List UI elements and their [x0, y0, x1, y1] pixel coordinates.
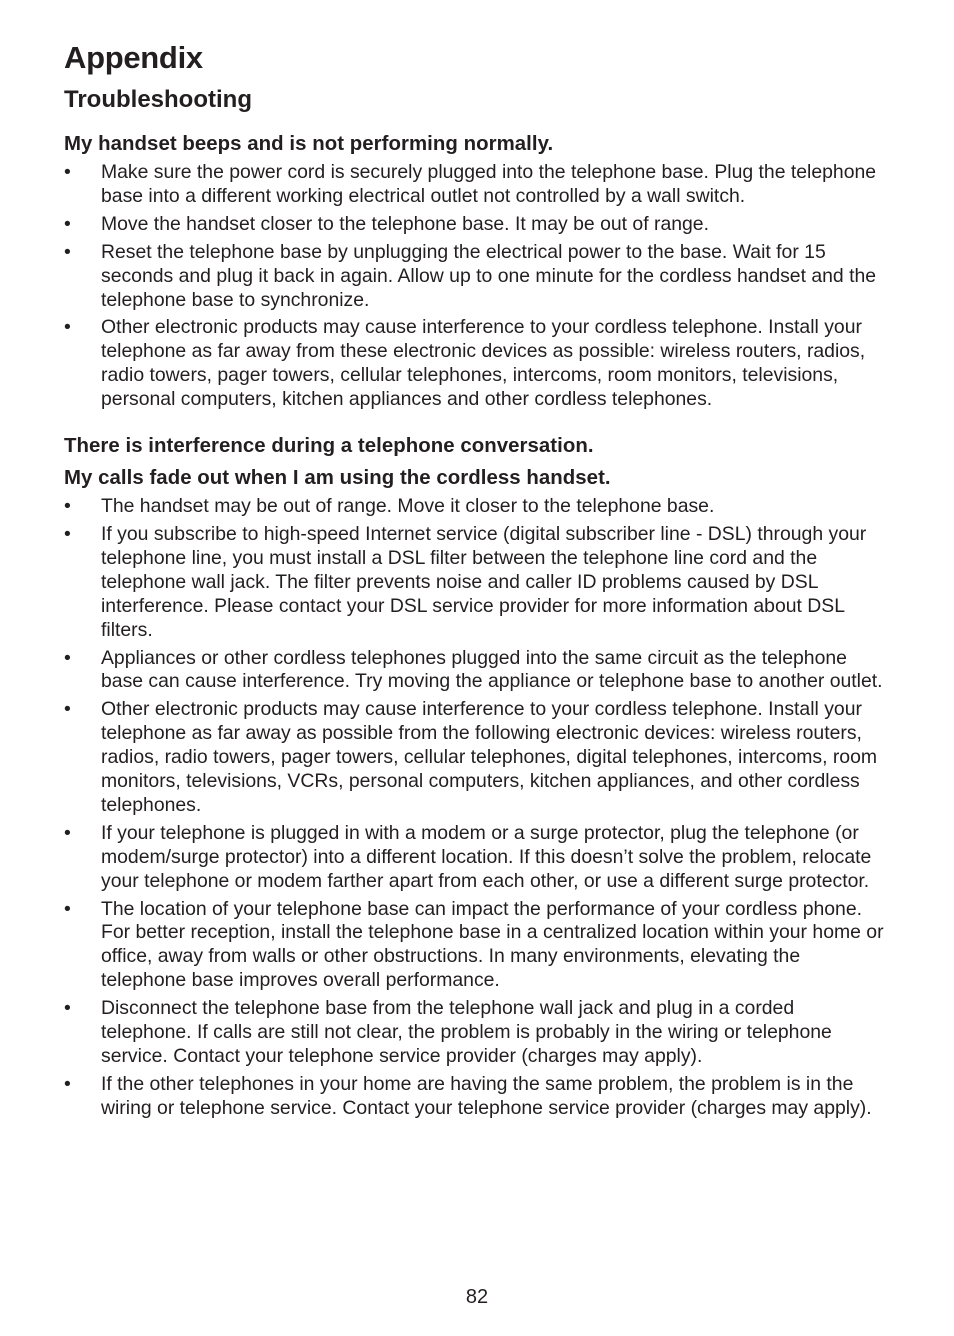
list-item-text: Make sure the power cord is securely plugged into the telephone base. Plug the telephone base into a different working electrical outlet not controlled by a wall switch.: [101, 161, 877, 207]
issue-group: [64, 128, 890, 412]
list-item-text: If you subscribe to high-speed Internet service (digital subscriber line - DSL) through your telephone line, you must install a DSL filter between the telephone line cord and the telephone wall jack. The filter prevents noise and caller ID problems caused by DSL interference. Please contact your DSL service provider for more information about DSL filters.: [101, 522, 867, 641]
issue-heading: My calls fade out when I am using the cordless handset.: [64, 467, 611, 490]
bullet-icon: •: [64, 522, 71, 545]
solution-list: [64, 161, 890, 412]
issue-group: [64, 430, 890, 1121]
page-title: Appendix: [64, 40, 203, 75]
list-item-text: If your telephone is plugged in with a modem or a surge protector, plug the telephone (or modem/surge protector) into a different location. If this doesn’t solve the problem, relocate your telephone or modem farther apart from each other, or use a different surge protector.: [101, 821, 872, 892]
bullet-icon: •: [64, 1072, 71, 1095]
list-item: [64, 898, 890, 994]
bullet-icon: •: [64, 316, 71, 339]
bullet-icon: •: [64, 646, 71, 669]
issue-heading: My handset beeps and is not performing normally.: [64, 133, 554, 155]
solution-list: [64, 495, 890, 1121]
bullet-icon: •: [64, 821, 71, 844]
bullet-icon: •: [64, 161, 71, 183]
troubleshooting-content: [64, 128, 890, 1125]
issue-heading: There is interference during a telephone conversation.: [64, 435, 594, 458]
list-item: [64, 822, 890, 894]
list-item: [64, 523, 890, 643]
list-item: [64, 647, 890, 695]
list-item-text: If the other telephones in your home are having the same problem, the problem is in the wiring or telephone service. Contact your telephone service provider (charges may apply).: [101, 1072, 872, 1119]
bullet-icon: •: [64, 997, 71, 1020]
bullet-icon: •: [64, 698, 71, 721]
list-item-text: The handset may be out of range. Move it closer to the telephone base.: [101, 495, 715, 518]
list-item: [64, 495, 890, 519]
list-item: [64, 1073, 890, 1121]
list-item-text: The location of your telephone base can impact the performance of your cordless phone. For better reception, install the telephone base in a centralized location within your home or office, away from walls or other obstructions. In many environments, elevating the telephone base improves overall performance.: [101, 897, 884, 992]
bullet-icon: •: [64, 240, 71, 263]
list-item-text: Reset the telephone base by unplugging the electrical power to the base. Wait for 15 seconds and plug it back in again. Allow up to one minute for the cordless handset and the telephone base to synchronize.: [101, 240, 877, 311]
list-item-text: Disconnect the telephone base from the telephone wall jack and plug in a corded telephone. If calls are still not clear, the problem is probably in the wiring or telephone service. Contact your telephone service provider (charges may apply).: [101, 997, 832, 1067]
list-item-text: Appliances or other cordless telephones plugged into the same circuit as the telephone base can cause interference. Try moving the appliance or telephone base to another outlet.: [101, 646, 883, 693]
list-item: [64, 698, 890, 818]
list-item: [64, 997, 890, 1069]
bullet-icon: •: [64, 495, 71, 518]
list-item-text: Other electronic products may cause interference to your cordless telephone. Install your telephone as far away from these electronic devices as possible: wireless routers, radios, radio towers, pager towers, cellular telephones, intercoms, room monitors, televisions, personal computers, kitchen appliances and other cordless telephones.: [101, 316, 866, 411]
list-item: [64, 213, 890, 237]
spacer: [64, 416, 890, 430]
list-item: [64, 316, 890, 412]
section-title: Troubleshooting: [64, 86, 252, 113]
list-item-text: Other electronic products may cause interference to your cordless telephone. Install your telephone as far away as possible from the following electronic devices: wireless routers, radios, radio towers, pager towers, cellular telephones, digital telephones, intercoms, room monitors, televisions, VCRs, personal computers, kitchen appliances, and other cordless telephones.: [101, 698, 878, 816]
bullet-icon: •: [64, 897, 71, 920]
list-item-text: Move the handset closer to the telephone base. It may be out of range.: [101, 212, 709, 235]
list-item: [64, 161, 890, 209]
bullet-icon: •: [64, 212, 71, 235]
page-number: 82: [465, 1286, 489, 1308]
list-item: [64, 241, 890, 313]
